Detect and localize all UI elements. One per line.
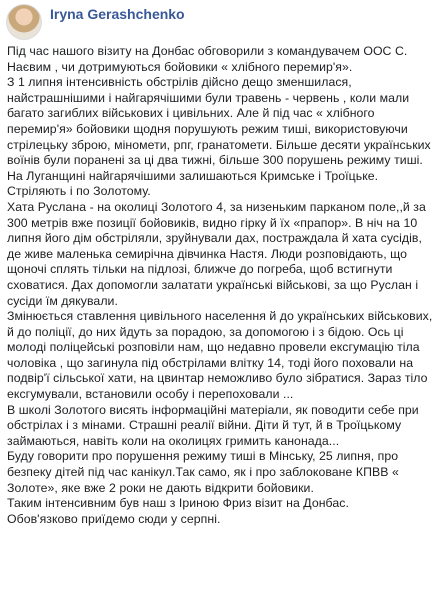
author-name-link[interactable]: Iryna Gerashchenko (50, 6, 185, 22)
post-paragraph-4: Змінюється ставлення цивільного населення й до українських військових, й до поліції, до них йдуть за порадою, за допомогою і з бідою. Ось ці молоді поліцейські розповіли нам, що недавно провели ексгумацію тіла чоловіка , що загинула під обстрілами влітку 14, тоді його поховали на подвір'ї сільської хати, на цвинтар неможливо було зібратися. Зараз тіло ексгумували, встановили особу і перепоховали ... (7, 309, 433, 402)
post-paragraph-7: Таким інтенсивним був наш з Іриною Фриз візит на Донбас. (7, 496, 349, 511)
post-paragraph-6: Буду говорити про порушення режиму тиші в Мінську, 25 липня, про безпеку дітей під час канікул.Так само, як і про заблоковане КПВВ « Золоте», яке вже 2 роки не дають відкрити бойовики. (7, 449, 399, 495)
post-body (7, 44, 439, 527)
post-paragraph-2: З 1 липня інтенсивність обстрілів дійсно дещо зменшилася, найстрашнішими і найгарячішими були травень - червень , коли мали багато загиблих військових і цивільних. Але й під час « хлібного перемир'я» бойовики щодня порушують режим тиші, використовуючи стрілецьку зброю, міномети, рпг, гранатомети. Більше десяти українських воїнів були поранені за ці два тижні, більше 300 порушень режиму тиші. На Луганщині найгарячішими залишаються Кримське і Троїцьке. Стріляють і по Золотому. (7, 75, 431, 199)
post-paragraph-8: Обов'язково приїдемо сюди у серпні. (7, 511, 221, 526)
post-paragraph-1: Під час нашого візиту на Донбас обговорили з командувачем ООС С. Наєвим , чи дотримуються бойовики « хлібного перемир'я». (7, 44, 408, 74)
author-avatar[interactable] (6, 4, 42, 40)
post-header (6, 4, 185, 44)
post-paragraph-5: В школі Золотого висять інформаційні матеріали, як поводити себе при обстрілах і з мінами. Страшні реалії війни. Діти й тут, й в Троїцькому займаються, навіть коли на околицях гримить канонада... (7, 402, 419, 448)
post-paragraph-3: Хата Руслана - на околиці Золотого 4, за низеньким парканом поле,,й за 300 метрів вже позиції бойовиків, видно гірку й їх «прапор». В ніч на 10 липня його дім обстріляли, зруйнували дах, постраждала й хата сусідів, де живе маленька семирічна дівчинка Настя. Люди розповідають, що щоночі сплять тільки на підлозі, ближче до погреба, щоб встигнути сховатися. Дах допомогли залатати українські військові, за що Руслан і сусіди їм дякували. (7, 199, 426, 308)
